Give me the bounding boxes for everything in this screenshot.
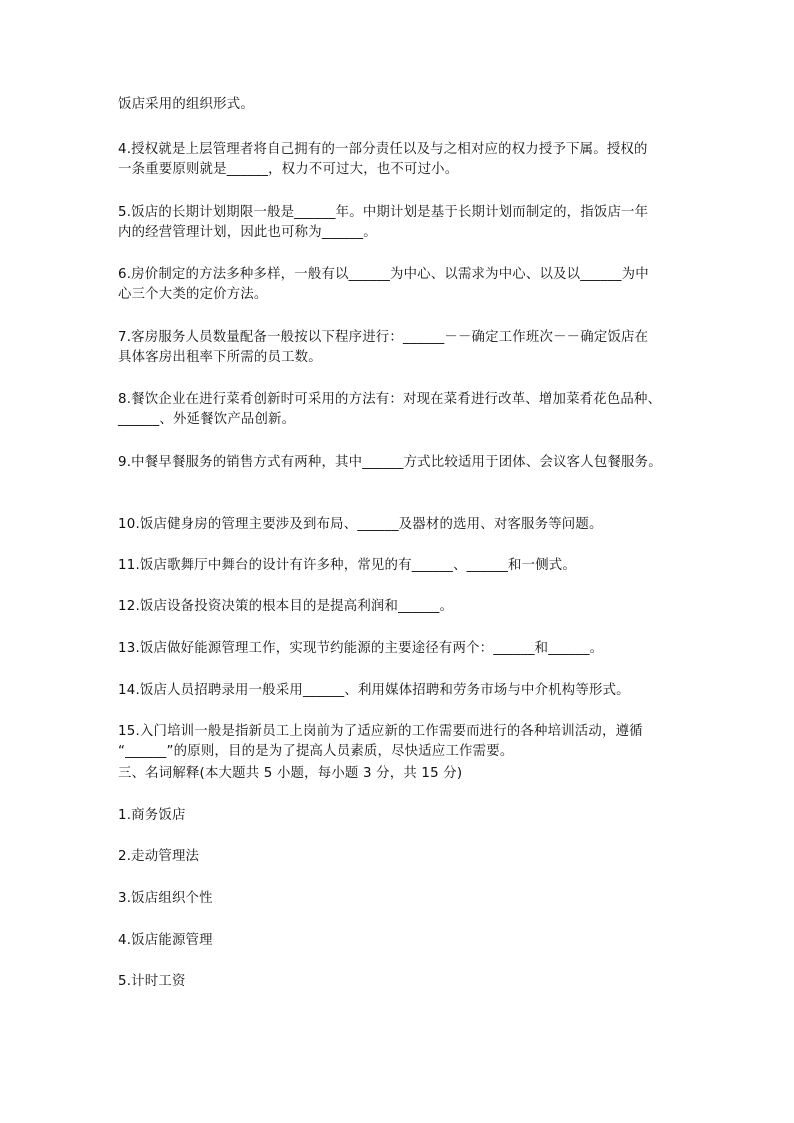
term-1: 1.商务饭店 xyxy=(118,808,186,823)
question-15-line-1: 15.入门培训一般是指新员工上岗前为了适应新的工作需要而进行的各种培训活动，遵循 xyxy=(118,724,643,739)
question-6-line-1: 6.房价制定的方法多种多样，一般有以______为中心、以需求为中心、以及以______为中 xyxy=(118,267,649,282)
question-15-line-2: “______”的原则，目的是为了提高人员素质，尽快适应工作需要。 xyxy=(118,744,514,759)
term-2: 2.走动管理法 xyxy=(118,849,200,864)
term-3: 3.饭店组织个性 xyxy=(118,891,213,906)
question-7-line-1: 7.客房服务人员数量配备一般按以下程序进行：______－－确定工作班次－－确定饭店在 xyxy=(118,330,649,345)
question-9-line-1: 9.中餐早餐服务的销售方式有两种，其中______方式比较适用于团体、会议客人包餐服务。 xyxy=(118,455,662,470)
question-13-line: 13.饭店做好能源管理工作，实现节约能源的主要途径有两个：______和______。 xyxy=(118,641,604,656)
question-5-line-2: 内的经营管理计划，因此也可称为______。 xyxy=(118,225,377,240)
question-4-line-2: 一条重要原则就是______，权力不可过大，也不可过小。 xyxy=(118,162,459,177)
question-10-line: 10.饭店健身房的管理主要涉及到布局、______及器材的选用、对客服务等问题。 xyxy=(118,517,603,532)
question-6-line-2: 心三个大类的定价方法。 xyxy=(118,287,268,302)
question-5-line-1: 5.饭店的长期计划期限一般是______年。中期计划是基于长期计划而制定的，指饭店一年 xyxy=(118,205,649,220)
text-line: 饭店采用的组织形式。 xyxy=(118,97,254,112)
section-heading: 三、名词解释(本大题共 5 小题，每小题 3 分，共 15 分) xyxy=(118,766,463,781)
question-8-line-2: ______、外延餐饮产品创新。 xyxy=(118,412,296,427)
question-8-line-1: 8.餐饮企业在进行菜肴创新时可采用的方法有：对现在菜肴进行改革、增加菜肴花色品种、 xyxy=(118,392,662,407)
term-4: 4.饭店能源管理 xyxy=(118,933,213,948)
question-14-line: 14.饭店人员招聘录用一般采用______、利用媒体招聘和劳务市场与中介机构等形式。 xyxy=(118,683,630,698)
term-5: 5.计时工资 xyxy=(118,974,186,989)
question-4-line-1: 4.授权就是上层管理者将自己拥有的一部分责任以及与之相对应的权力授予下属。授权的 xyxy=(118,142,648,157)
question-7-line-2: 具体客房出租率下所需的员工数。 xyxy=(118,350,322,365)
question-12-line: 12.饭店设备投资决策的根本目的是提高利润和______。 xyxy=(118,599,454,614)
question-11-line: 11.饭店歌舞厅中舞台的设计有许多种，常见的有______、______和一侧式。 xyxy=(118,558,576,573)
